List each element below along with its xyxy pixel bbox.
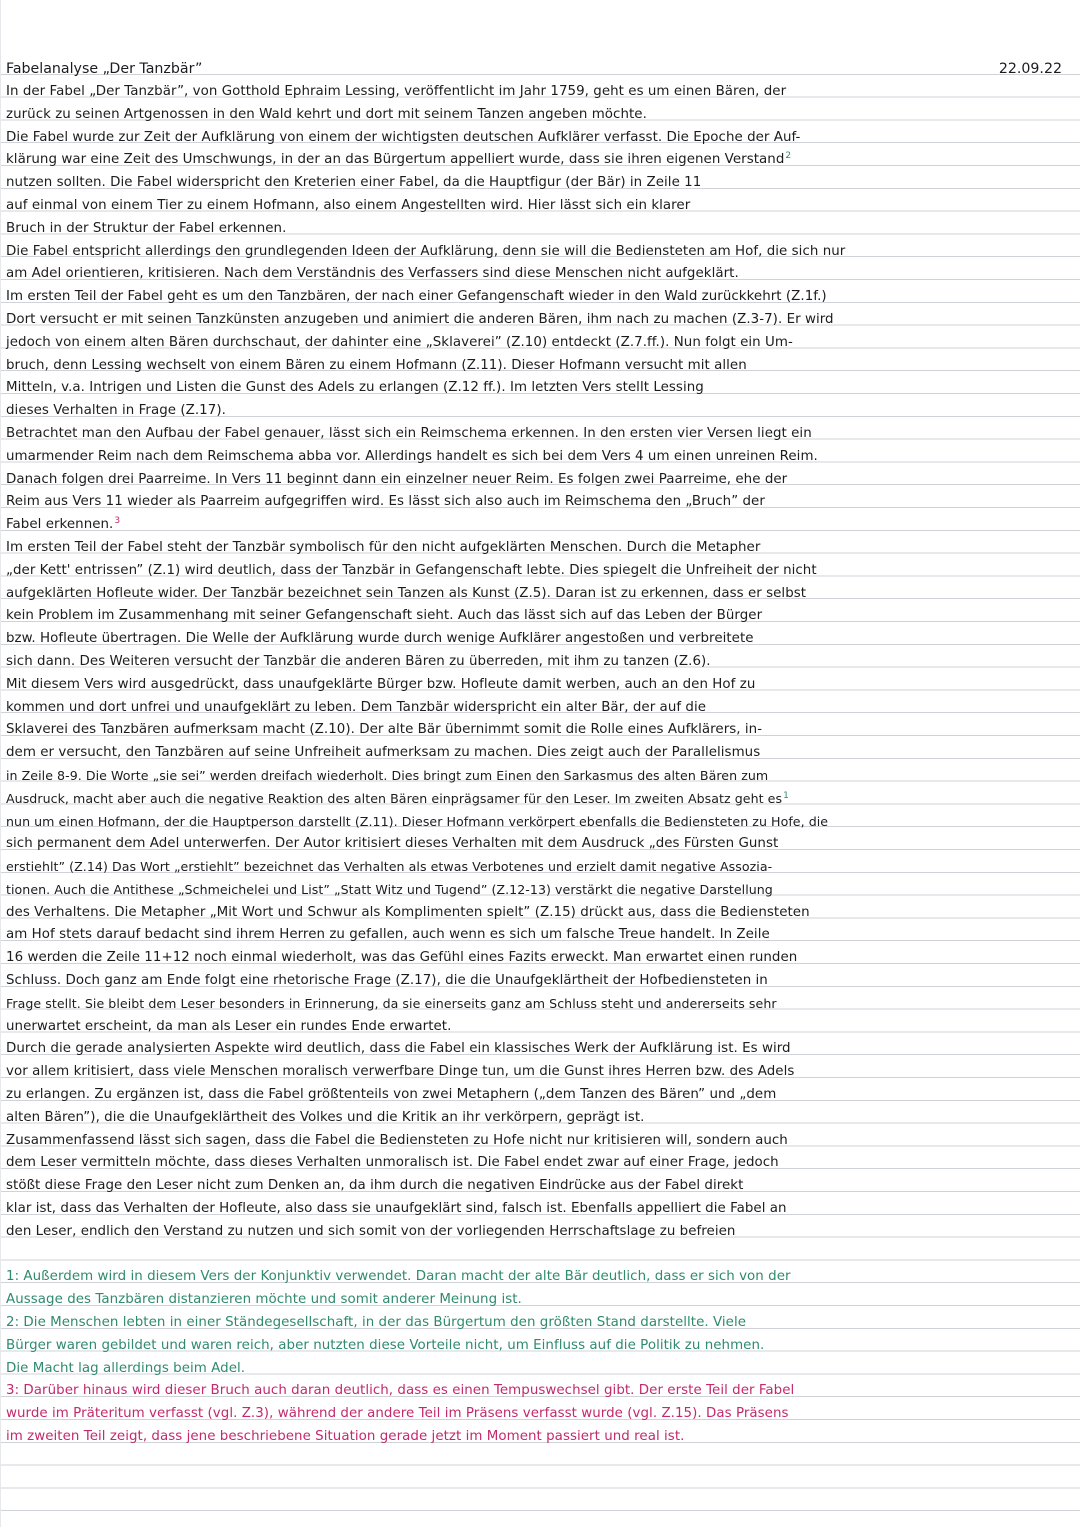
essay-line-text: Ausdruck, macht aber auch die negative Reaktion des alten Bären einprägsamer für den Leser. Im zweiten Absatz geht es (6, 790, 783, 806)
essay-line: Die Fabel entspricht allerdings den grundlegenden Ideen der Aufklärung, denn sie will die Bediensteten am Hof, die sich nur (6, 243, 846, 259)
essay-line: des Verhaltens. Die Metapher „Mit Wort und Schwur als Komplimenten spielt” (Z.15) drückt aus, dass die Bediensteten (6, 904, 810, 920)
essay-line: Im ersten Teil der Fabel geht es um den Tanzbären, der nach einer Gefangenschaft wieder in den Wald zurückkehrt (Z.1f.) (6, 289, 827, 305)
essay-line: in Zeile 8-9. Die Worte „sie sei” werden dreifach wiederholt. Dies bringt zum Einen den Sarkasmus des alten Bären zum (6, 767, 769, 783)
page-date: 22.09.22 (998, 61, 1062, 77)
essay-line: jedoch von einem alten Bären durchschaut, der dahinter eine „Sklaverei” (Z.10) entdeckt (Z.7.ff.). Nun folgt ein Um- (6, 334, 793, 350)
footnote-2-line: Bürger waren gebildet und waren reich, aber nutzten diese Vorteile nicht, um Einfluss auf die Politik zu nehmen. (6, 1337, 765, 1353)
footnote-3-line: wurde im Präteritum verfasst (vgl. Z.3), während der andere Teil im Präsens verfasst wurde (vgl. Z.15). Das Präsens (6, 1406, 789, 1422)
essay-line: auf einmal von einem Tier zu einem Hofmann, also einem Angestellten wird. Hier lässt sich ein klarer (6, 197, 691, 213)
essay-line: Fabel erkennen.3 (6, 515, 121, 533)
essay-line: In der Fabel „Der Tanzbär”, von Gotthold Ephraim Lessing, veröffentlicht im Jahr 1759, geht es um einen Bären, der (6, 84, 787, 99)
essay-line: sich permanent dem Adel unterwerfen. Der Autor kritisiert dieses Verhalten mit dem Ausdruck „des Fürsten Gunst (6, 836, 779, 852)
page-title: Fabelanalyse „Der Tanzbär” (6, 61, 203, 77)
essay-line: „der Kett' entrissen” (Z.1) wird deutlich, dass der Tanzbär in Gefangenschaft lebte. Dies spiegelt die Unfreiheit der nicht (6, 562, 817, 578)
essay-line: sich dann. Des Weiteren versucht der Tanzbär die anderen Bären zu überreden, mit ihm zu tanzen (Z.6). (6, 653, 711, 669)
footnote-1-line: 1: Außerdem wird in diesem Vers der Konjunktiv verwendet. Daran macht der alte Bär deutlich, dass er sich von der (6, 1269, 791, 1285)
essay-line: aufgeklärten Hofleute wider. Der Tanzbär bezeichnet sein Tanzen als Kunst (Z.5). Daran ist zu erkennen, dass er selbst (6, 585, 807, 601)
essay-line: Betrachtet man den Aufbau der Fabel genauer, lässt sich ein Reimschema erkennen. In den ersten vier Versen liegt ein (6, 425, 812, 441)
page-header (6, 58, 1062, 80)
essay-line: erstiehlt” (Z.14) Das Wort „erstiehlt” bezeichnet das Verhalten als etwas Verbotenes und erzielt damit negative Assozia- (6, 859, 773, 875)
essay-line-text: Fabel erkennen. (6, 517, 114, 533)
essay-line: vor allem kritisiert, dass viele Menschen moralisch verwerfbare Dinge tun, um die Gunst ihres Herren bzw. des Adels (6, 1064, 795, 1080)
essay-line: dem er versucht, den Tanzbären auf seine Unfreiheit aufmerksam zu machen. Dies zeigt auch der Parallelismus (6, 745, 761, 761)
essay-line: zu erlangen. Zu ergänzen ist, dass die Fabel größtenteils von zwei Metaphern („dem Tanzen des Bären” und „dem (6, 1087, 777, 1103)
essay-line: Ausdruck, macht aber auch die negative Reaktion des alten Bären einprägsamer für den Leser. Im zweiten Absatz geht es1 (6, 790, 789, 806)
essay-line: Dort versucht er mit seinen Tanzkünsten anzugeben und animiert die anderen Bären, ihm nach zu machen (Z.3-7). Er wird (6, 311, 834, 327)
essay-line: bzw. Hofleute übertragen. Die Welle der Aufklärung wurde durch wenige Aufklärer angestoßen und verbreitete (6, 631, 754, 647)
essay-line: Im ersten Teil der Fabel steht der Tanzbär symbolisch für den nicht aufgeklärten Menschen. Durch die Metapher (6, 539, 761, 555)
essay-line: dieses Verhalten in Frage (Z.17). (6, 403, 226, 419)
essay-line: nun um einen Hofmann, der die Hauptperson darstellt (Z.11). Dieser Hofmann verkörpert ebenfalls die Bediensteten zu Hofe, die (6, 813, 829, 829)
page-edge-line (0, 0, 1, 1527)
essay-line: Bruch in der Struktur der Fabel erkennen. (6, 220, 287, 236)
essay-line: bruch, denn Lessing wechselt von einem Bären zu einem Hofmann (Z.11). Dieser Hofmann versucht mit allen (6, 357, 747, 373)
essay-line: dem Leser vermitteln möchte, dass dieses Verhalten unmoralisch ist. Die Fabel endet zwar auf einer Frage, jedoch (6, 1155, 779, 1171)
essay-line: Durch die gerade analysierten Aspekte wird deutlich, dass die Fabel ein klassisches Werk der Aufklärung ist. Es wird (6, 1041, 791, 1057)
essay-line: Danach folgen drei Paarreime. In Vers 11 beginnt dann ein einzelner neuer Reim. Es folgen zwei Paarreime, ehe der (6, 471, 788, 487)
essay-line: am Hof stets darauf bedacht sind ihrem Herren zu gefallen, auch wenn es sich um falsche Treue handelt. In Zeile (6, 927, 770, 943)
essay-line: Mitteln, v.a. Intrigen und Listen die Gunst des Adels zu erlangen (Z.12 ff.). Im letzten Vers stellt Lessing (6, 380, 704, 396)
essay-line: stößt diese Frage den Leser nicht zum Denken an, da ihm durch die negativen Eindrücke aus der Fabel direkt (6, 1178, 744, 1194)
essay-line: Die Fabel wurde zur Zeit der Aufklärung von einem der wichtigsten deutschen Aufklärer verfasst. Die Epoche der Auf- (6, 129, 801, 145)
footnote-1-line: Aussage des Tanzbären distanzieren möchte und somit anderer Meinung ist. (6, 1292, 522, 1308)
essay-line: klärung war eine Zeit des Umschwungs, in der an das Bürgertum appelliert wurde, dass sie ihren eigenen Verstand2 (6, 150, 792, 168)
footnote-2-line: 2: Die Menschen lebten in einer Ständegesellschaft, in der das Bürgertum den größten Stand darstellte. Viele (6, 1315, 747, 1331)
essay-body (6, 81, 1066, 1449)
essay-line: am Adel orientieren, kritisieren. Nach dem Verständnis des Verfassers sind diese Menschen nicht aufgeklärt. (6, 266, 739, 282)
essay-line: klar ist, dass das Verhalten der Hofleute, also dass sie unaufgeklärt sind, falsch ist. Ebenfalls appelliert die Fabel an (6, 1201, 787, 1217)
essay-line: Zusammenfassend lässt sich sagen, dass die Fabel die Bediensteten zu Hofe nicht nur kritisieren will, sondern auch (6, 1132, 788, 1148)
essay-line: zurück zu seinen Artgenossen in den Wald kehrt und dort mit seinem Tanzen angeben möchte. (6, 106, 647, 122)
footnote-2-line: Die Macht lag allerdings beim Adel. (6, 1360, 246, 1376)
essay-line: kommen und dort unfrei und unaufgeklärt zu leben. Dem Tanzbär widerspricht ein alter Bär, der auf die (6, 699, 707, 715)
essay-line: tionen. Auch die Antithese „Schmeichelei und List” „Statt Witz und Tugend” (Z.12-13) verstärkt die negative Darstellung (6, 881, 773, 897)
essay-line: 16 werden die Zeile 11+12 noch einmal wiederholt, was das Gefühl eines Fazits erweckt. Man erwartet einen runden (6, 950, 798, 966)
essay-line: den Leser, endlich den Verstand zu nutzen und sich somit von der vorliegenden Herrschaftslage zu befreien (6, 1223, 736, 1239)
essay-line: Frage stellt. Sie bleibt dem Leser besonders in Erinnerung, da sie einerseits ganz am Schluss steht und andererseits sehr (6, 995, 777, 1011)
essay-line: umarmender Reim nach dem Reimschema abba vor. Allerdings handelt es sich bei dem Vers 4 um einen unreinen Reim. (6, 448, 818, 464)
essay-line: kein Problem im Zusammenhang mit seiner Gefangenschaft sieht. Auch das lässt sich auf das Leben der Bürger (6, 608, 763, 624)
essay-line: nutzen sollten. Die Fabel widerspricht den Kreterien einer Fabel, da die Hauptfigur (der Bär) in Zeile 11 (6, 175, 702, 191)
footnote-3-line: 3: Darüber hinaus wird dieser Bruch auch daran deutlich, dass es einen Tempuswechsel gibt. Der erste Teil der Fabel (6, 1383, 795, 1399)
essay-line: Schluss. Doch ganz am Ende folgt eine rhetorische Frage (Z.17), die die Unaufgeklärtheit der Hofbediensteten in (6, 973, 768, 989)
essay-line: Reim aus Vers 11 wieder als Paarreim aufgegriffen wird. Es lässt sich also auch im Reimschema den „Bruch” der (6, 494, 765, 510)
essay-line: Mit diesem Vers wird ausgedrückt, dass unaufgeklärte Bürger bzw. Hofleute damit werben, auch an den Hof zu (6, 676, 756, 692)
essay-line: Sklaverei des Tanzbären aufmerksam macht (Z.10). Der alte Bär übernimmt somit die Rolle eines Aufklärers, in- (6, 722, 763, 738)
essay-line: alten Bären”), die die Unaufgeklärtheit des Volkes und die Kritik an ihr verkörpern, geprägt ist. (6, 1109, 645, 1125)
essay-line (6, 1244, 1066, 1267)
essay-line-text: klärung war eine Zeit des Umschwungs, in der an das Bürgertum appelliert wurde, dass sie ihren eigenen Verstand (6, 152, 785, 168)
footnote-3-line: im zweiten Teil zeigt, dass jene beschriebene Situation gerade jetzt im Moment passiert und real ist. (6, 1429, 685, 1445)
essay-line: unerwartet erscheint, da man als Leser ein rundes Ende erwartet. (6, 1018, 452, 1034)
